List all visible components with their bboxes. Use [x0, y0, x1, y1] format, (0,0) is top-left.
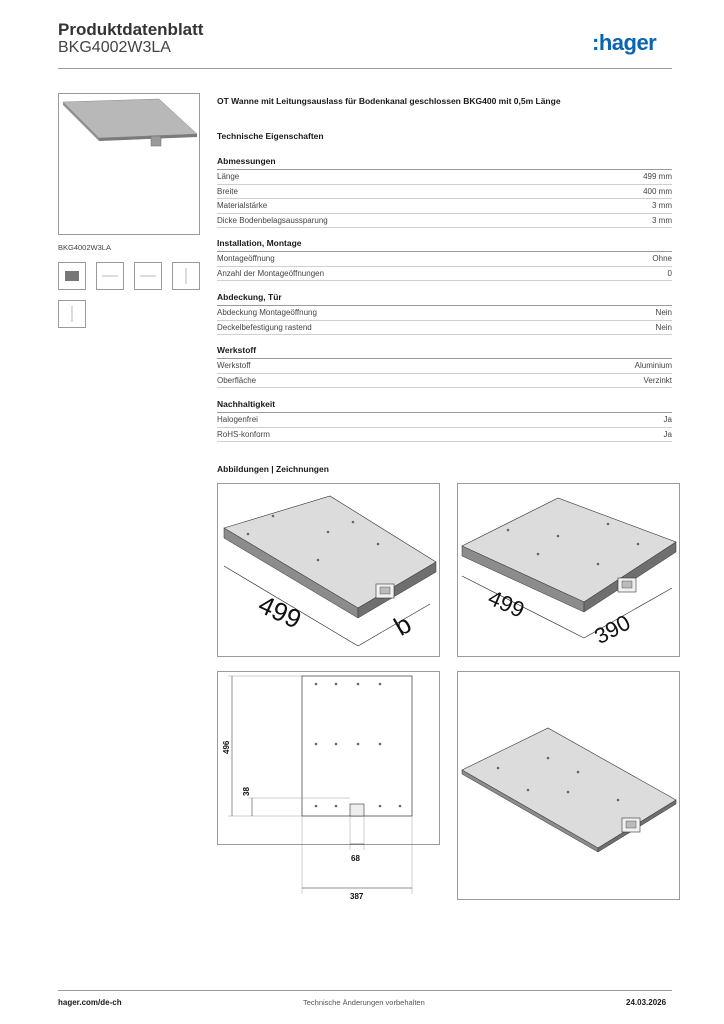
drawings-heading: Abbildungen | Zeichnungen [217, 464, 329, 474]
table-row: Werkstoff Aluminium [217, 359, 672, 374]
footer-disclaimer: Technische Änderungen vorbehalten [303, 998, 425, 1007]
table-row: Montageöffnung Ohne [217, 252, 672, 267]
dimension-height: 496 [222, 740, 231, 754]
section-sustainability [217, 399, 672, 442]
dimension-length: 499 [484, 584, 529, 623]
drawing-isometric-2 [457, 483, 680, 657]
footer-divider [58, 990, 672, 991]
section-title: Nachhaltigkeit [217, 399, 672, 413]
table-row: Anzahl der Montageöffnungen 0 [217, 267, 672, 282]
dimension-width: b [388, 608, 417, 642]
section-installation [217, 238, 672, 281]
table-row: RoHS-konform Ja [217, 428, 672, 443]
table-row: Abdeckung Montageöffnung Nein [217, 306, 672, 321]
dimension-width: 390 [590, 609, 635, 649]
thumbnail-drawing-4[interactable] [58, 300, 86, 328]
dimension-slot: 68 [351, 854, 360, 863]
section-material [217, 345, 672, 388]
thumbnail-drawing-2[interactable] [134, 262, 162, 290]
product-image [58, 93, 200, 235]
drawing-top-view [217, 671, 440, 901]
page-title: Produktdatenblatt [58, 20, 204, 39]
table-row: Materialstärke 3 mm [217, 199, 672, 214]
dimension-length: 499 [253, 589, 306, 635]
section-title: Werkstoff [217, 345, 672, 359]
thumbnail-drawing-3[interactable] [172, 262, 200, 290]
thumbnail-drawing-1[interactable] [96, 262, 124, 290]
thumbnail-photo[interactable] [58, 262, 86, 290]
table-row: Oberfläche Verzinkt [217, 374, 672, 389]
table-row: Breite 400 mm [217, 185, 672, 200]
table-row: Halogenfrei Ja [217, 413, 672, 428]
table-row: Deckelbefestigung rastend Nein [217, 321, 672, 336]
dimension-offset: 38 [242, 787, 251, 796]
section-cover [217, 292, 672, 335]
drawing-isometric-1 [217, 483, 440, 657]
hager-logo: :hager [592, 30, 657, 55]
properties-heading: Technische Eigenschaften [217, 131, 324, 141]
table-row: Länge 499 mm [217, 170, 672, 185]
drawing-isometric-3 [457, 671, 680, 900]
product-image-caption: BKG4002W3LA [58, 243, 111, 252]
footer-website-link[interactable]: hager.com/de-ch [58, 998, 122, 1007]
header-divider [58, 68, 672, 69]
section-title: Abmessungen [217, 156, 672, 170]
section-title: Installation, Montage [217, 238, 672, 252]
product-description: OT Wanne mit Leitungsauslass für Bodenkanal geschlossen BKG400 mit 0,5m Länge [217, 96, 561, 106]
dimension-width: 387 [350, 892, 364, 901]
section-dimensions [217, 156, 672, 228]
footer-date: 24.03.2026 [626, 998, 667, 1007]
section-title: Abdeckung, Tür [217, 292, 672, 306]
product-code: BKG4002W3LA [58, 39, 171, 56]
table-row: Dicke Bodenbelagsaussparung 3 mm [217, 214, 672, 229]
